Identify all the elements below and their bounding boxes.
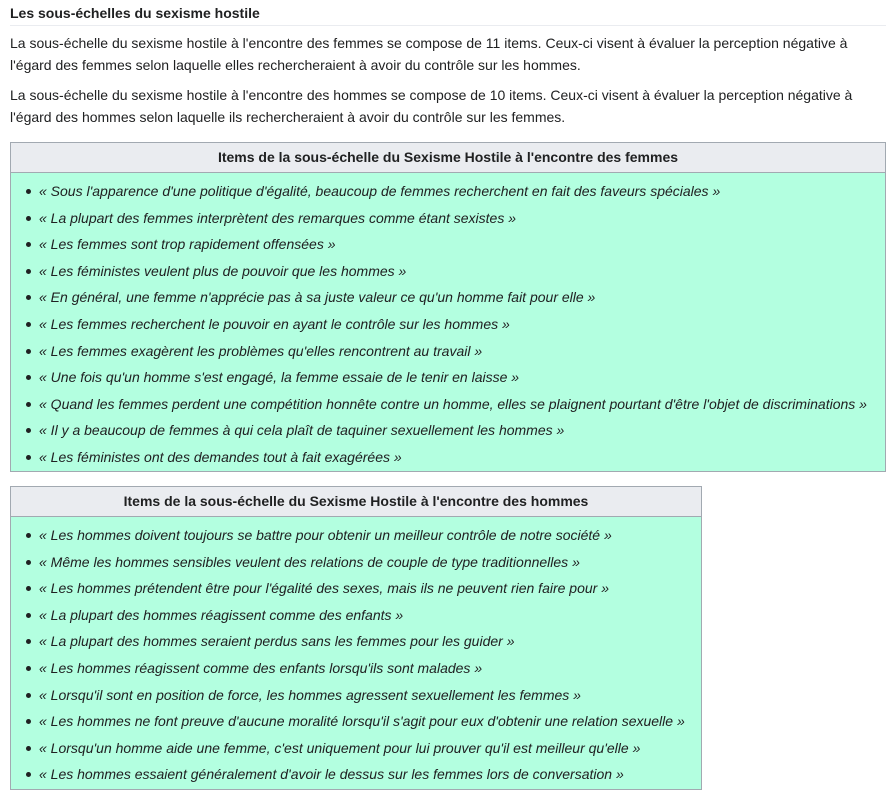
intro-paragraph-men: La sous-échelle du sexisme hostile à l'encontre des hommes se compose de 10 items. Ceux-ci visent à évaluer la perception négative à l'égard des hommes selon laquelle ils rechercheraient à avoir du contrôle sur les femmes. (10, 87, 853, 126)
list-item-text: « La plupart des hommes réagissent comme des enfants » (39, 606, 404, 623)
list-item (11, 311, 885, 338)
list-item-text: « Les femmes sont trop rapidement offensées » (39, 236, 336, 253)
list-item (11, 258, 885, 285)
list-item-text: « Les femmes recherchent le pouvoir en ayant le contrôle sur les hommes » (39, 315, 510, 332)
men-items-list (11, 517, 701, 788)
bullet-icon (26, 428, 31, 433)
list-item (11, 391, 885, 418)
list-item-text: « Les hommes essaient généralement d'avoir le dessus sur les femmes lors de conversation » (39, 766, 624, 783)
bullet-icon (26, 586, 31, 591)
list-item (11, 735, 701, 762)
women-items-box (10, 142, 886, 472)
section-heading: Les sous-échelles du sexisme hostile (10, 4, 886, 26)
bullet-icon (26, 216, 31, 221)
list-item-text: « Les hommes doivent toujours se battre pour obtenir un meilleur contrôle de notre société » (39, 527, 612, 543)
bullet-icon (26, 746, 31, 751)
men-items-box (10, 486, 702, 790)
bullet-icon (26, 322, 31, 327)
bullet-icon (26, 533, 31, 538)
list-item (11, 417, 885, 444)
bullet-icon (26, 295, 31, 300)
list-item (11, 231, 885, 258)
bullet-icon (26, 560, 31, 565)
intro-paragraph-women: La sous-échelle du sexisme hostile à l'encontre des femmes se compose de 11 items. Ceux-ci visent à évaluer la perception négative à l'égard des femmes selon laquelle elles rechercheraient à avoir du contrôle sur les hommes. (10, 35, 848, 74)
list-item (11, 284, 885, 311)
bullet-icon (26, 772, 31, 777)
list-item-text: « Quand les femmes perdent une compétition honnête contre un homme, elles se plaignent pourtant d'être l'objet de discriminations » (39, 395, 867, 412)
men-items-title: Items de la sous-échelle du Sexisme Hostile à l'encontre des hommes (11, 487, 701, 517)
list-item-text: « Sous l'apparence d'une politique d'égalité, beaucoup de femmes recherchent en fait des faveurs spéciales » (39, 183, 721, 199)
list-item (11, 549, 701, 576)
bullet-icon (26, 375, 31, 380)
list-item-text: « Il y a beaucoup de femmes à qui cela plaît de taquiner sexuellement les hommes » (39, 422, 565, 439)
list-item-text: « En général, une femme n'apprécie pas à sa juste valeur ce qu'un homme fait pour elle » (39, 289, 596, 306)
list-item-text: « Une fois qu'un homme s'est engagé, la femme essaie de le tenir en laisse » (39, 369, 520, 386)
list-item-text: « La plupart des hommes seraient perdus sans les femmes pour les guider » (39, 633, 515, 650)
list-item (11, 205, 885, 232)
list-item-text: « Les hommes ne font preuve d'aucune moralité lorsqu'il s'agit pour eux d'obtenir une relation sexuelle » (39, 713, 685, 730)
list-item-text: « La plupart des femmes interprètent des remarques comme étant sexistes » (39, 209, 517, 226)
list-item (11, 338, 885, 365)
list-item-text: « Les féministes ont des demandes tout à fait exagérées » (39, 448, 402, 465)
bullet-icon (26, 189, 31, 194)
list-item-text: « Les femmes exagèrent les problèmes qu'elles rencontrent au travail » (39, 342, 483, 359)
list-item-text: « Même les hommes sensibles veulent des relations de couple de type traditionnelles » (39, 553, 580, 570)
women-items-title: Items de la sous-échelle du Sexisme Hostile à l'encontre des femmes (11, 143, 885, 173)
bullet-icon (26, 666, 31, 671)
bullet-icon (26, 242, 31, 247)
list-item (11, 761, 701, 788)
list-item (11, 364, 885, 391)
list-item (11, 444, 885, 471)
women-items-list (11, 173, 885, 471)
bullet-icon (26, 719, 31, 724)
list-item (11, 708, 701, 735)
list-item-text: « Lorsqu'un homme aide une femme, c'est uniquement pour lui prouver qu'il est meilleur qu'elle » (39, 739, 641, 756)
bullet-icon (26, 269, 31, 274)
list-item (11, 575, 701, 602)
list-item (11, 682, 701, 709)
bullet-icon (26, 613, 31, 618)
bullet-icon (26, 349, 31, 354)
list-item (11, 178, 885, 205)
list-item (11, 655, 701, 682)
list-item (11, 628, 701, 655)
list-item-text: « Lorsqu'il sont en position de force, les hommes agressent sexuellement les femmes » (39, 686, 581, 703)
list-item (11, 522, 701, 549)
list-item-text: « Les féministes veulent plus de pouvoir que les hommes » (39, 262, 407, 279)
bullet-icon (26, 455, 31, 460)
list-item-text: « Les hommes réagissent comme des enfants lorsqu'ils sont malades » (39, 659, 483, 676)
bullet-icon (26, 693, 31, 698)
list-item-text: « Les hommes prétendent être pour l'égalité des sexes, mais ils ne peuvent rien faire pour » (39, 580, 609, 597)
list-item (11, 602, 701, 629)
bullet-icon (26, 639, 31, 644)
bullet-icon (26, 402, 31, 407)
